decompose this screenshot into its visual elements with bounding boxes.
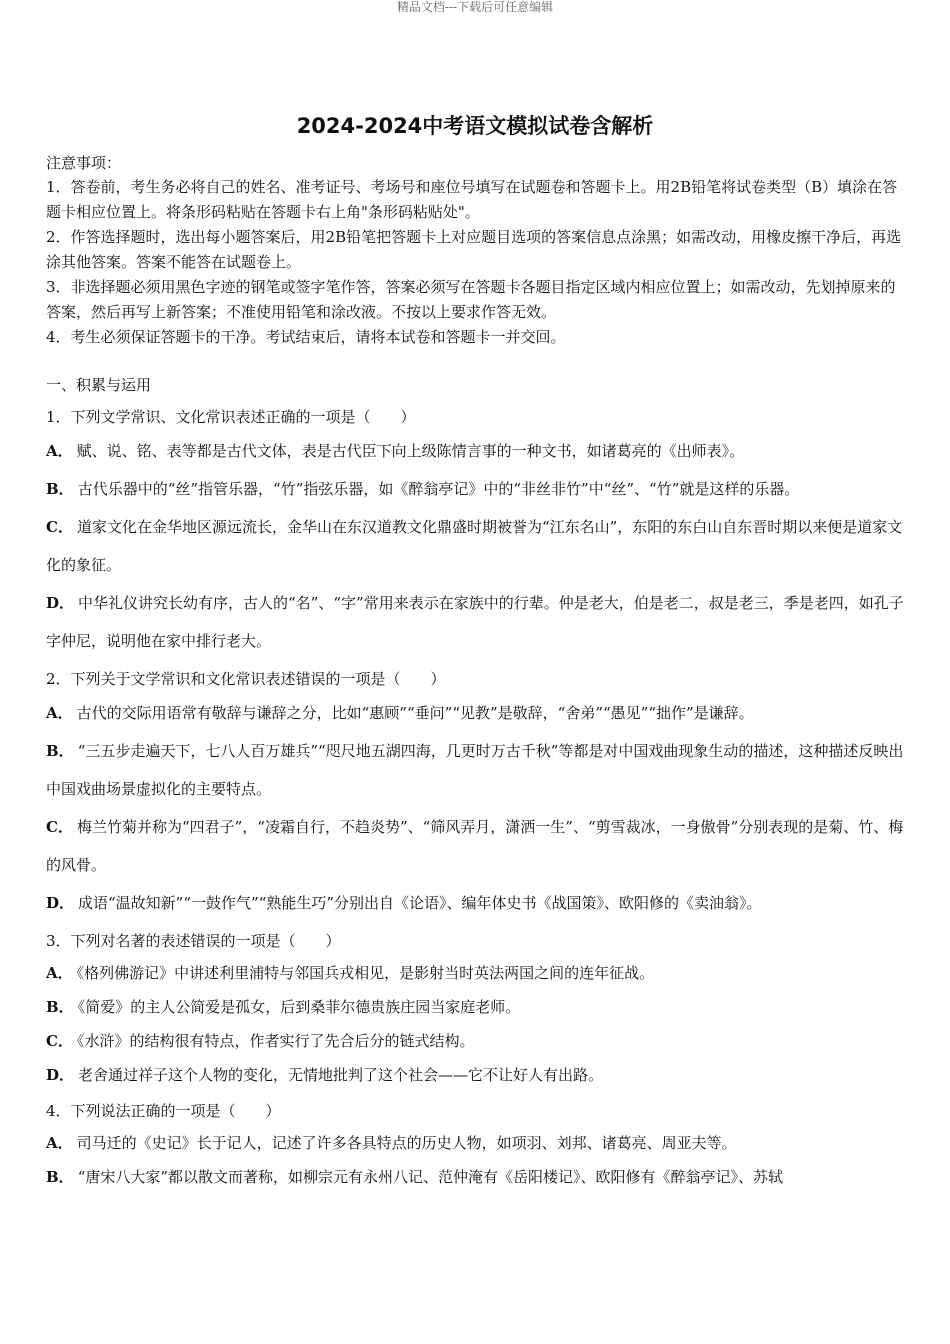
option-letter: B．	[46, 480, 74, 498]
question-1	[46, 402, 906, 660]
document-body	[46, 150, 906, 1194]
option-d	[46, 884, 906, 922]
header-note: 精品文档---下载后可任意编辑	[396, 0, 554, 14]
option-a	[46, 1126, 906, 1160]
option-c	[46, 508, 906, 584]
question-4	[46, 1096, 906, 1194]
option-text: 中华礼仪讲究长幼有序，古人的“名”、“字”常用来表示在家族中的行辈。仲是老大，伯是老二，叔是老三，季是老四，如孔子字仲尼，说明他在家中排行老大。	[46, 594, 904, 650]
notice-item: 1．答卷前，考生务必将自己的姓名、准考证号、考场号和座位号填写在试题卷和答题卡上。用2B铅笔将试卷类型（B）填涂在答题卡相应位置上。将条形码粘贴在答题卡右上角"条形码粘贴处"。	[46, 178, 898, 221]
option-letter: C．	[46, 818, 73, 836]
section-heading: 一、积累与运用	[46, 376, 152, 394]
option-a	[46, 956, 906, 990]
option-a	[46, 432, 906, 470]
option-text: “三五步走遍天下，七八人百万雄兵”“咫尺地五湖四海，几更时万古千秋”等都是对中国戏曲现象生动的描述，这种描述反映出中国戏曲场景虚拟化的主要特点。	[46, 742, 904, 798]
option-d	[46, 1058, 906, 1092]
option-text: 成语“温故知新”“一鼓作气”“熟能生巧”分别出自《论语》、编年体史书《战国策》、欧阳修的《卖油翁》。	[78, 894, 762, 912]
option-text: 梅兰竹菊并称为“四君子”，“凌霜自行，不趋炎势”、“筛风弄月，潇洒一生”、“剪雪裁冰，一身傲骨”分别表现的是菊、竹、梅的风骨。	[46, 818, 904, 874]
notice-item: 4．考生必须保证答题卡的干净。考试结束后，请将本试卷和答题卡一并交回。	[46, 328, 566, 346]
question-2	[46, 664, 906, 922]
option-text: 《水浒》的结构很有特点，作者实行了先合后分的链式结构。	[76, 1032, 475, 1050]
question-3	[46, 926, 906, 1092]
option-c	[46, 808, 906, 884]
page-title: 2024-2024中考语文模拟试卷含解析	[296, 114, 654, 138]
question-stem: 4．下列说法正确的一项是（ ）	[46, 1102, 281, 1120]
option-text: 《简爱》的主人公简爱是孤女，后到桑菲尔德贵族庄园当家庭老师。	[77, 998, 521, 1016]
option-letter: A．	[46, 964, 73, 982]
option-text: “唐宋八大家”都以散文而著称，如柳宗元有永州八记、范仲淹有《岳阳楼记》、欧阳修有《醉翁亭记》、苏轼	[77, 1168, 784, 1186]
option-letter: B．	[46, 998, 74, 1016]
option-b	[46, 990, 906, 1024]
option-letter: A．	[46, 442, 73, 460]
option-b	[46, 732, 906, 808]
option-letter: A．	[46, 704, 73, 722]
option-text: 老舍通过祥子这个人物的变化，无情地批判了这个社会——它不让好人有出路。	[78, 1066, 604, 1084]
option-d	[46, 584, 906, 660]
option-c	[46, 1024, 906, 1058]
notice-item: 3．非选择题必须用黑色字迹的钢笔或签字笔作答，答案必须写在答题卡各题目指定区域内相应位置上；如需改动，先划掉原来的答案，然后再写上新答案；不准使用铅笔和涂改液。不按以上要求作答无效。	[46, 278, 896, 321]
option-b	[46, 1160, 906, 1194]
question-stem: 3．下列对名著的表述错误的一项是（ ）	[46, 932, 341, 950]
option-text: 赋、说、铭、表等都是古代文体，表是古代臣下向上级陈情言事的一种文书，如诸葛亮的《出师表》。	[76, 442, 745, 460]
option-letter: C．	[46, 518, 73, 536]
option-letter: C．	[46, 1032, 73, 1050]
option-text: 《格列佛游记》中讲述利里浦特与邻国兵戎相见，是影射当时英法两国之间的连年征战。	[76, 964, 655, 982]
option-letter: B．	[46, 1168, 74, 1186]
option-text: 司马迁的《史记》长于记人，记述了许多各具特点的历史人物，如项羽、刘邦、诸葛亮、周亚夫等。	[76, 1134, 737, 1152]
option-b	[46, 470, 906, 508]
option-text: 道家文化在金华地区源远流长，金华山在东汉道教文化鼎盛时期被誉为“江东名山”，东阳的东白山自东晋时期以来便是道家文化的象征。	[46, 518, 903, 574]
option-letter: D．	[46, 1066, 75, 1084]
option-letter: B．	[46, 742, 74, 760]
question-stem: 1．下列文学常识、文化常识表述正确的一项是（ ）	[46, 408, 416, 426]
notice-item: 2．作答选择题时，选出每小题答案后，用2B铅笔把答题卡上对应题目选项的答案信息点涂黑；如需改动，用橡皮擦干净后，再选涂其他答案。答案不能答在试题卷上。	[46, 228, 902, 271]
option-letter: D．	[46, 594, 75, 612]
option-text: 古代的交际用语常有敬辞与谦辞之分，比如“惠顾”“垂问”“见教”是敬辞，“舍弟”“愚见”“拙作”是谦辞。	[76, 704, 754, 722]
question-stem: 2．下列关于文学常识和文化常识表述错误的一项是（ ）	[46, 670, 446, 688]
option-letter: D．	[46, 894, 75, 912]
option-letter: A．	[46, 1134, 73, 1152]
notice-heading: 注意事项：	[46, 154, 122, 172]
option-a	[46, 694, 906, 732]
option-text: 古代乐器中的“丝”指管乐器，“竹”指弦乐器，如《醉翁亭记》中的“非丝非竹”中“丝”、“竹”就是这样的乐器。	[77, 480, 800, 498]
